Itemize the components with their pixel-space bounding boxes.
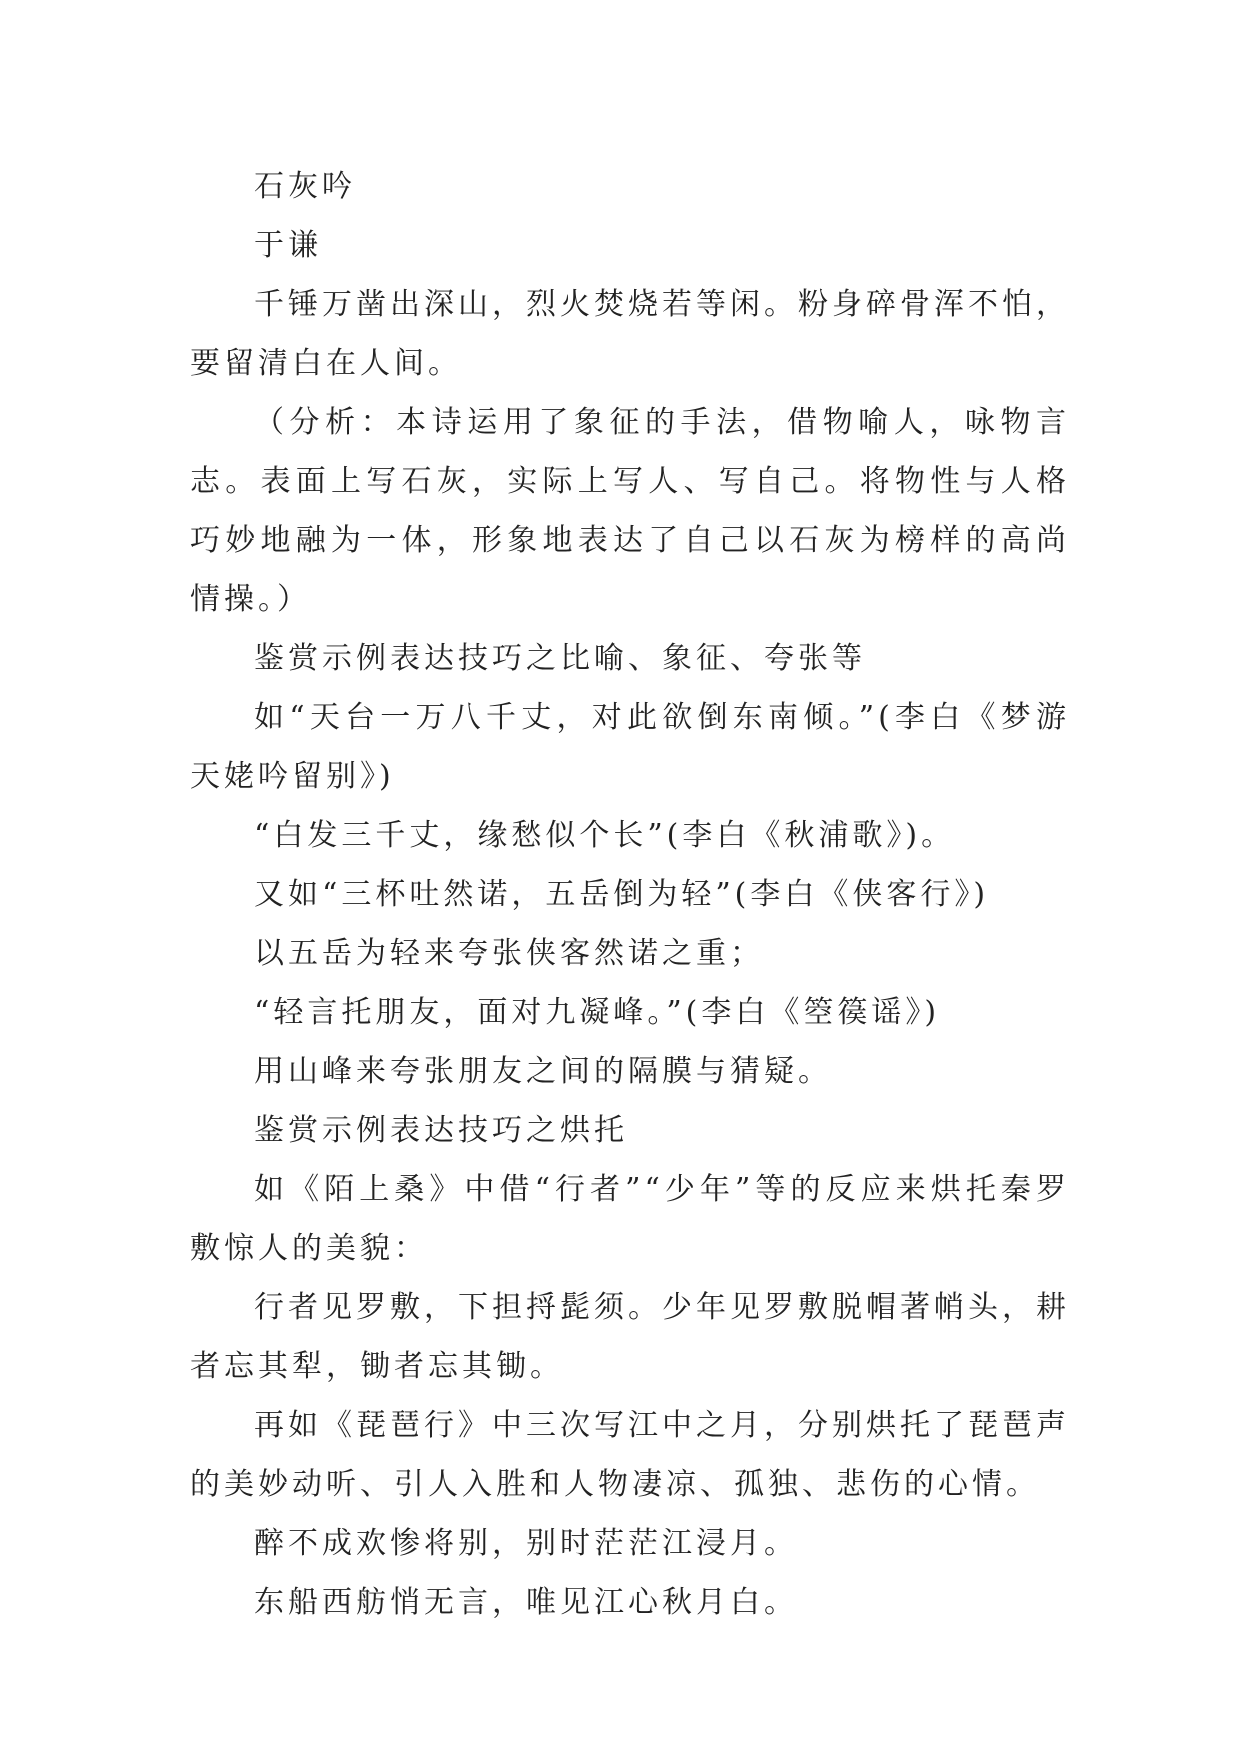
example-paragraph: 又如“三杯吐然诺，五岳倒为轻”(李白《侠客行》) [254, 877, 990, 912]
example-explanation: 用山峰来夸张朋友之间的隔膜与猜疑。 [254, 1054, 832, 1089]
quoted-verse: 东船西舫悄无言，唯见江心秋月白。 [254, 1585, 798, 1620]
document-body [190, 157, 1070, 1632]
poem-author: 于谦 [254, 228, 322, 263]
example-paragraph: 再如《琵琶行》中三次写江中之月，分别烘托了琵琶声的美妙动听、引人入胜和人物凄凉、孤独、悲伤的心情。 [190, 1408, 1070, 1502]
example-explanation: 以五岳为轻来夸张侠客然诺之重； [254, 936, 764, 971]
poem-analysis: （分析：本诗运用了象征的手法，借物喻人，咏物言志。表面上写石灰，实际上写人、写自己。将物性与人格巧妙地融为一体，形象地表达了自己以石灰为榜样的高尚情操。） [190, 405, 1070, 617]
section-heading-foil: 鉴赏示例表达技巧之烘托 [254, 1113, 628, 1148]
example-paragraph: “轻言托朋友，面对九凝峰。”(李白《箜篌谣》) [254, 995, 941, 1030]
example-paragraph: 如“天台一万八千丈，对此欲倒东南倾。”(李白《梦游天姥吟留别》) [190, 700, 1070, 794]
poem-text: 千锤万凿出深山，烈火焚烧若等闲。粉身碎骨浑不怕，要留清白在人间。 [190, 287, 1070, 381]
quoted-verse: 醉不成欢惨将别，别时茫茫江浸月。 [254, 1526, 798, 1561]
quoted-verse: 行者见罗敷，下担捋髭须。少年见罗敷脱帽著帩头，耕者忘其犁，锄者忘其锄。 [190, 1290, 1070, 1384]
example-paragraph: “白发三千丈，缘愁似个长”(李白《秋浦歌》)。 [254, 818, 956, 853]
poem-title: 石灰吟 [254, 169, 356, 204]
section-heading-metaphor: 鉴赏示例表达技巧之比喻、象征、夸张等 [254, 641, 866, 676]
example-paragraph: 如《陌上桑》中借“行者”“少年”等的反应来烘托秦罗敷惊人的美貌： [190, 1172, 1070, 1266]
